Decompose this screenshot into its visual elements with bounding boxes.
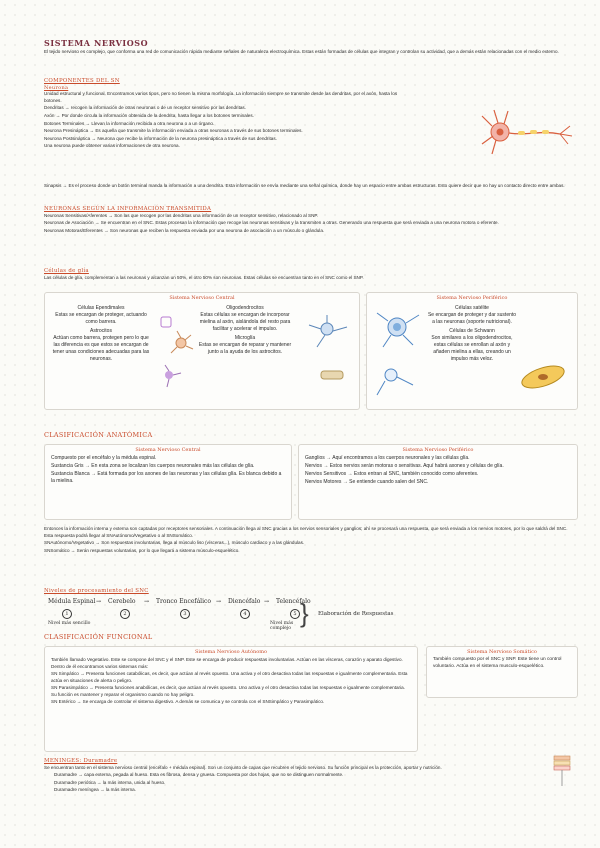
snp-line: Ganglios → Aquí encontramos a los cuerpos neuronales y las células glía. xyxy=(305,455,470,461)
sna-title: Sistema Nervioso Autónomo xyxy=(194,649,268,655)
meninges-line: Duramadre → capa externa, pegada al hueso. Esta es fibrosa, densa y gruesa. Compuesta por dos hojas, que no se distinguen normalmente. xyxy=(54,772,344,778)
sns-text: También compuesto por el SNC y SNP. Este tiene un control voluntario. Actúa en el sistema musculo-esquelético. xyxy=(433,657,562,669)
schwann-illustration xyxy=(517,357,571,397)
levels-brace: } xyxy=(300,598,309,628)
glia-central-box xyxy=(44,292,360,410)
intro-text: El tejido nervioso es complejo, que conforma una red de comunicación rápida mediante señales de naturaleza electroquímica. Estas están formadas de células que integran y controlan su actividad, que a demás están relacionadas con el medio externo. xyxy=(44,48,559,54)
components-section xyxy=(44,78,414,151)
levels-result: Elaboración de Respuestas xyxy=(318,611,394,617)
synapse-section xyxy=(44,183,574,191)
peripheral-glia-illustration xyxy=(373,305,425,403)
glia-peripheral-title: Sistema Nervioso Periférico xyxy=(436,295,508,301)
transmission-section xyxy=(44,206,574,235)
sna-line: SN Entérico → Se encarga de controlar el sistema digestivo. A demás se comunica y se controla con el SNSimpático y Parasimpático. xyxy=(51,699,325,704)
meninges-section xyxy=(44,758,544,795)
levels-section xyxy=(44,588,574,595)
components-heading: COMPONENTES DEL SN xyxy=(44,78,120,84)
synapse-text: Sinapsis → Es el proceso donde un botón terminal manda la información a una dendrita. Esta información se envía mediante una señal química, donde hay un espacio entre ambas estructuras. Esto quiere decir que no hay un contacto directo entre ambas. xyxy=(44,183,565,188)
transmission-line: Neuronas Motoras/Eferentes → Son neuronas que reciben la respuesta enviada por una neurona de asociación a un músculo o glándula. xyxy=(44,227,325,233)
glia-heading: Células de glía xyxy=(44,268,89,274)
level-label: Cerebelo xyxy=(108,598,136,605)
oligodendrocyte-text: Estas células se encargan de incorporar mielina al axón, aislándola del resto para facilitar y acelerar el impulso. xyxy=(199,312,291,332)
level-high: Nivel más complejo xyxy=(270,621,294,631)
component-line: Una neurona puede obtener varias informaciones de otra neurona. xyxy=(44,143,180,149)
meninges-line: Duramadre meníngea → la más interna. xyxy=(54,787,136,793)
snp-line: Nervios Sensitivos → Estos entran al SNC, también conocido como aferentes. xyxy=(305,471,479,477)
ependymal-text: Estas se encargan de proteger, actuando como barrera. xyxy=(55,312,147,325)
anatomic-heading: CLASIFICACIÓN ANATÓMICA xyxy=(44,431,153,439)
snp-box xyxy=(298,444,578,520)
processing-section xyxy=(44,526,574,555)
schwann-title: Células de Schwann xyxy=(449,328,495,334)
sna-box xyxy=(44,646,418,752)
sns-box xyxy=(426,646,578,698)
processing-text: Entonces la información interna y externa son captadas por receptores sensoriales. A continuación llega al SNC gracias a los nervios sensoriales y ganglios; ahí se procesará una respuesta, que será enviada a los nervios motores, por lo que saldrá del SNC. Esta respuesta podrá llegar al SNAutónomo/Vegetativo o al SNSomático. xyxy=(44,526,568,538)
neuron-illustration xyxy=(478,106,576,164)
levels-diagram: Médula Espinal → Cerebelo → Tronco Encefálico → Diencéfalo → Telencéfalo 1 2 3 4 5 Nivel más sencillo Nivel más complejo xyxy=(48,598,311,631)
sns-title: Sistema Nervioso Somático xyxy=(467,649,537,655)
component-line: Unidad estructural y funcional. Encontramos varios tipos, pero no tienen la misma morfología. La información siempre se transmite desde las dendritas, por el axón, hasta los botones. xyxy=(44,91,398,103)
sna-line: SN Simpático → Presenta funciones catabólicas, es decir, que actúan al revés opuesto. Una activa y el otro desactiva todas las respuestas e igualmente complementaria. Esta actúa en situaciones de alerta o peligro. xyxy=(51,671,408,683)
glia-section xyxy=(44,268,574,282)
neuron-label: Neurona xyxy=(44,84,69,91)
meninges-line: Duramadre periótica → la más interna, unida al hueso. xyxy=(54,779,166,785)
snc-line: Compuesto por el encéfalo y la médula espinal. xyxy=(51,455,157,461)
anatomic-heading-wrap xyxy=(44,432,574,439)
ependymal-cell-icon xyxy=(161,317,171,327)
sna-line: También llamado Vegetativo. Este se compone del SNC y el SNP. Este se encarga de producir respuestas involuntarias. Actúan en las vísceras, corazón y aparato digestivo. Dentro de él encontramos varios sistemas más: xyxy=(51,657,403,669)
oligodendrocyte-icon xyxy=(321,323,333,335)
level-label: Tronco Encefálico xyxy=(156,598,211,605)
satellite-title: Células satélite xyxy=(455,305,489,311)
component-line: Neurona Postsináptica → Neurona que recibe la información de la neurona presináptica a través de sus dendritas. xyxy=(44,135,277,141)
astrocyte-text: Actúan como barrera, protegen pero lo que las diferencia es que estos se encargan de tener unas condiciones adecuadas para las neuronas. xyxy=(52,335,150,362)
component-line: Dendritas → recogen la información de otras neuronas o de un receptor sensitivo por las dendritas. xyxy=(44,105,246,111)
level-label: Telencéfalo xyxy=(276,598,311,605)
snc-title: Sistema Nervioso Central xyxy=(135,447,201,453)
level-number: 4 xyxy=(240,609,250,619)
meninges-text: Se encuentran tanto en el sistema nervioso central (encéfalo + médula espinal). Son un conjunto de capas que recubren el tejido nervioso. Su función principal es la protección, aportar y nutrición. xyxy=(44,764,442,770)
level-label: Diencéfalo xyxy=(228,598,261,605)
snc-line: Sustancia Blanca → Está formada por los axones de las neuronas y las células glía. Es blanca debido a la mielina. xyxy=(51,471,282,484)
snc-line: Sustancia Gris → En esta zona se localizan los cuerpos neuronales más las células de glía. xyxy=(51,463,255,469)
satellite-text: Se encargan de proteger y dar sustento a las neuronas (soporte nutricional). xyxy=(427,312,517,325)
functional-heading-wrap xyxy=(44,634,574,641)
ependymal-title: Células Ependimales xyxy=(77,305,125,311)
oligodendrocyte-column xyxy=(195,305,295,356)
snc-content xyxy=(45,453,291,488)
component-line: Neurona Presináptica → Es aquella que transmite la información enviada a otras neuronas a través de sus botones terminales. xyxy=(44,128,303,134)
component-line: Botones Terminales → Llevan la información recibida a otra neurona o a un órgano. xyxy=(44,120,215,126)
oligodendrocyte-title: Oligodendrocitos xyxy=(226,305,264,311)
sna-line: SN Parasimpático → Presenta funciones anabólicas, es decir, que actúan al revés opuesto. Uno activa y el otro desactiva todas las respuestas e igualmente complementaria. Su función es mantener y reparar el organismo cuando no hay peligro. xyxy=(51,685,405,697)
oligodendrocyte-illustration xyxy=(301,313,355,401)
sna-content xyxy=(45,655,417,709)
component-line: Axón → Por donde circula la información obtenida de la dendrita, hasta llegar a los botones terminales. xyxy=(44,112,254,118)
transmission-line: Neuronas Sensitivas/Aferentes → Son las que recogen por las dendritas una información de un receptor sensitivo, relacionado al SNP. xyxy=(44,212,319,218)
transmission-heading: NEURONAS SEGÚN LA INFORMACIÓN TRANSMITIDA xyxy=(44,206,212,212)
level-number: 5 xyxy=(290,609,300,619)
meninges-layers-icon xyxy=(552,752,572,792)
neuron-soma xyxy=(482,110,509,154)
transmission-line: Neuronas de Asociación → Se encuentran en el SNC. Estas procesan la información que recoge las neuronas sensitivas y la transmiten a otras. Generando una respuesta que será enviada a una neurona motora o eferente. xyxy=(44,220,499,226)
schwann-cell-icon xyxy=(385,369,397,381)
microglia-text: Estas se encargan de reparar y mantener junto a la ayuda de los astrocitos. xyxy=(198,342,292,355)
ependymal-column xyxy=(51,305,151,363)
neuron-axon xyxy=(509,126,572,144)
snp-line: Nervios → Estos nervios serán motoras o sensitivas. Aquí habrá axones y células de glía. xyxy=(305,463,504,469)
microglia-title: Microglía xyxy=(234,335,256,341)
processing-line: SNSomático → Serán respuestas voluntarias, por lo que llegará a sistema músculo-esquelético. xyxy=(44,547,240,553)
page-title: SISTEMA NERVIOSO xyxy=(44,38,149,48)
schwann-text: Son similares a los oligodendrocitos, estas células se enrollan al axón y añaden mielina a ellas, creando un impulso más veloz. xyxy=(431,335,513,362)
snc-box xyxy=(44,444,292,520)
glia-peripheral-box xyxy=(366,292,578,410)
processing-line: SNAutónomo/Vegetativo → Son respuestas involuntarias, llega al músculo liso (vísceras...), músculo cardiaco y a las glándulas. xyxy=(44,540,305,546)
level-number: 1 xyxy=(62,609,72,619)
levels-heading: Niveles de procesamiento del SNC xyxy=(44,588,149,594)
level-number: 2 xyxy=(120,609,130,619)
snp-title: Sistema Nervioso Periférico xyxy=(402,447,474,453)
header-section xyxy=(44,40,574,56)
glia-cell-icons xyxy=(155,313,197,401)
level-label: Médula Espinal xyxy=(48,598,96,605)
glia-central-title: Sistema Nervioso Central xyxy=(169,295,235,301)
snp-content xyxy=(299,453,577,489)
axon-myelin-icon xyxy=(321,371,343,379)
snp-line: Nervios Motores → Se entiende cuando salen del SNC. xyxy=(305,479,429,485)
meninges-heading: MENINGES: Duramadre xyxy=(44,758,118,764)
satellite-column xyxy=(427,305,517,363)
glia-text: Las células de glía, complementan a las neuronas y alcanzan un 50%, el otro 50% son neuronas. Estas células se encuentran tanto en el SNC como el SNP. xyxy=(44,274,364,280)
astrocyte-title: Astrocitos xyxy=(90,328,112,334)
microglia-icon xyxy=(165,371,173,379)
level-number: 3 xyxy=(180,609,190,619)
level-low: Nivel más sencillo xyxy=(48,621,91,626)
functional-heading: CLASIFICACIÓN FUNCIONAL xyxy=(44,633,153,641)
astrocyte-icon xyxy=(176,338,186,348)
